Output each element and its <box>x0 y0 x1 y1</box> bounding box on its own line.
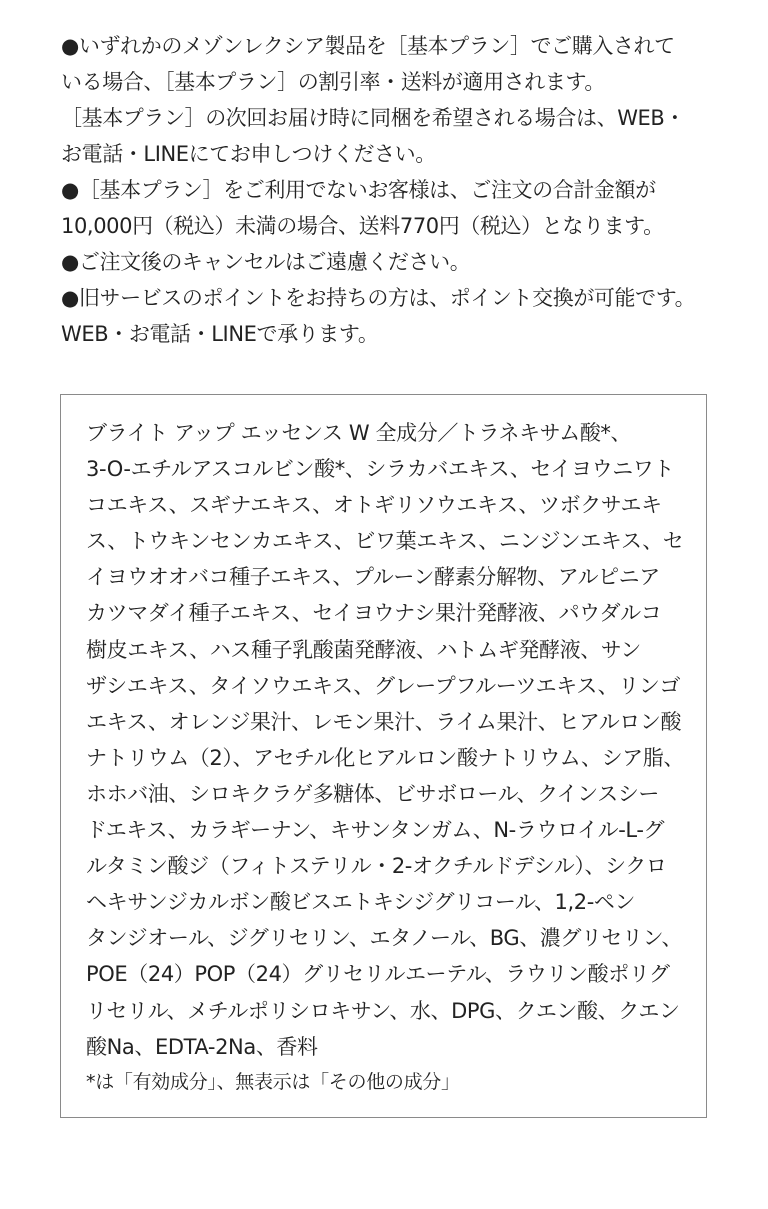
note-line: お電話・LINEにてお申しつけください。 <box>61 142 436 166</box>
note-line: ●旧サービスのポイントをお持ちの方は、ポイント交換が可能です。 <box>61 286 696 310</box>
ingredients-line: イヨウオオバコ種子エキス、プルーン酵素分解物、アルピニア <box>86 565 660 590</box>
note-line: WEB・お電話・LINEで承ります。 <box>61 322 379 346</box>
ingredients-line: ナトリウム（2）、アセチル化ヒアルロン酸ナトリウム、シア脂、 <box>86 745 684 770</box>
ingredients-line: ザシエキス、タイソウエキス、グレープフルーツエキス、リンゴ <box>86 673 681 698</box>
ingredients-line: POE（24）POP（24）グリセリルエーテル、ラウリン酸ポリグ <box>86 962 670 987</box>
ingredients-list <box>86 415 696 1065</box>
ingredients-footnote: *は「有効成分」、無表示は「その他の成分」 <box>86 1071 460 1093</box>
ingredients-line: ドエキス、カラギーナン、キサンタンガム、N-ラウロイル-L-グ <box>86 818 665 843</box>
ingredients-line: カツマダイ種子エキス、セイヨウナシ果汁発酵液、パウダルコ <box>86 601 662 626</box>
ingredients-line: ヘキサンジカルボン酸ビスエトキシジグリコール、1,2-ペン <box>86 890 636 915</box>
ingredients-line: リセリル、メチルポリシロキサン、水、DPG、クエン酸、クエン <box>86 998 680 1023</box>
note-line: ●［基本プラン］をご利用でないお客様は、ご注文の合計金額が <box>61 178 656 202</box>
ingredients-line: ス、トウキンセンカエキス、ビワ葉エキス、ニンジンエキス、セ <box>86 529 684 554</box>
note-line: いる場合、［基本プラン］の割引率・送料が適用されます。 <box>61 70 606 94</box>
ingredients-line: コエキス、スギナエキス、オトギリソウエキス、ツボクサエキ <box>86 493 662 518</box>
note-line: ●ご注文後のキャンセルはご遠慮ください。 <box>61 250 471 274</box>
ingredients-line: ブライト アップ エッセンス W 全成分／トラネキサム酸*、 <box>86 421 632 445</box>
ingredients-line: 酸Na、EDTA-2Na、香料 <box>86 1034 318 1059</box>
ingredients-line: 樹皮エキス、ハス種子乳酸菌発酵液、ハトムギ発酵液、サン <box>86 637 641 662</box>
note-line: 10,000円（税込）未満の場合、送料770円（税込）となります。 <box>61 214 664 238</box>
ingredients-box <box>60 394 707 1118</box>
note-line: ［基本プラン］の次回お届け時に同梱を希望される場合は、WEB・ <box>61 106 686 130</box>
ingredients-line: ルタミン酸ジ（フィトステリル・2-オクチルドデシル）、シクロ <box>86 854 667 879</box>
note-line: ●いずれかのメゾンレクシア製品を［基本プラン］でご購入されて <box>61 34 675 58</box>
ingredients-line: 3-O-エチルアスコルビン酸*、シラカバエキス、セイヨウニワト <box>86 457 675 482</box>
ingredients-line: ホホバ油、シロキクラゲ多糖体、ビサボロール、クインスシー <box>86 781 660 806</box>
purchase-notes <box>61 28 721 352</box>
ingredients-line: エキス、オレンジ果汁、レモン果汁、ライム果汁、ヒアルロン酸 <box>86 709 682 734</box>
ingredients-line: タンジオール、ジグリセリン、エタノール、BG、濃グリセリン、 <box>86 926 683 951</box>
